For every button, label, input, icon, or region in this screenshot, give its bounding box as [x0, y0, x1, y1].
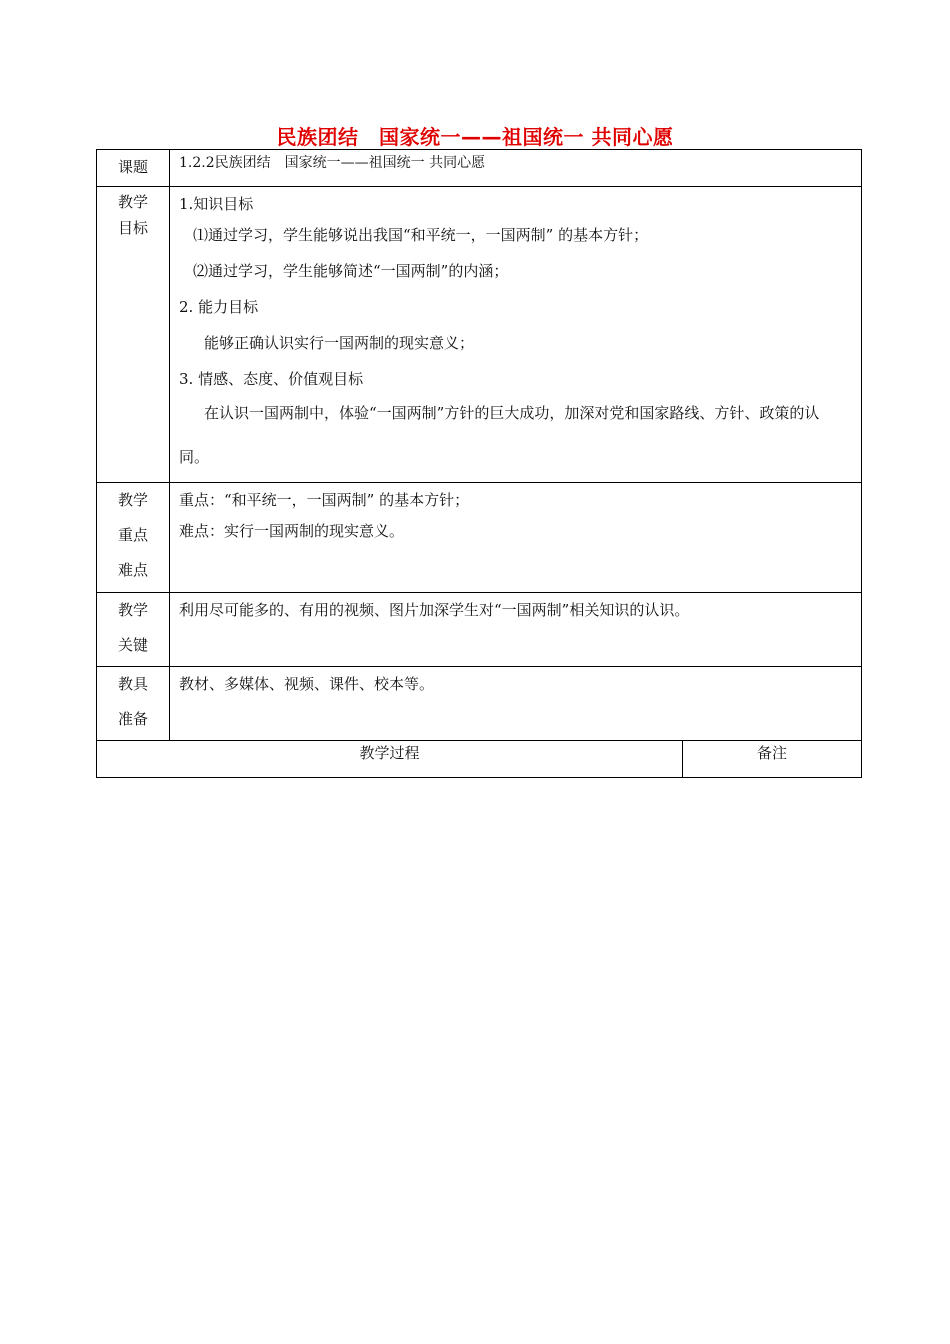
value-objectives — [170, 187, 862, 483]
page-title: 民族团结 国家统一——祖国统一 共同心愿 — [276, 125, 674, 149]
knowledge-item-2: ⑵通过学习，学生能够简述“一国两制”的内涵； — [193, 262, 509, 280]
label-objectives — [97, 187, 170, 483]
process-label: 教学过程 — [359, 744, 420, 762]
label-materials — [97, 667, 170, 741]
label-materials-line2: 准备 — [117, 710, 148, 728]
materials-text: 教材、多媒体、视频、课件、校本等。 — [179, 675, 435, 693]
knowledge-item-1: ⑴通过学习，学生能够说出我国“和平统一，一国两制” 的基本方针； — [193, 226, 649, 244]
label-teaching-key-line2: 关键 — [117, 636, 148, 654]
value-teaching-key — [170, 593, 862, 667]
emotion-heading: 3. 情感、态度、价值观目标 — [179, 370, 364, 388]
label-key-line1: 教学 — [117, 491, 148, 509]
row-objectives — [97, 187, 862, 483]
ability-heading: 2. 能力目标 — [179, 298, 259, 316]
label-key-line3: 难点 — [117, 561, 148, 579]
value-topic — [170, 150, 862, 187]
label-teaching-key — [97, 593, 170, 667]
label-objectives-line1: 教学 — [117, 193, 148, 211]
label-topic-text: 课题 — [117, 158, 148, 176]
row-teaching-key — [97, 593, 862, 667]
row-key-points — [97, 483, 862, 593]
row-materials — [97, 667, 862, 741]
difficult-point: 难点：实行一国两制的现实意义。 — [179, 522, 405, 540]
value-materials — [170, 667, 862, 741]
row-process — [97, 741, 862, 778]
value-key-points — [170, 483, 862, 593]
row-topic — [97, 150, 862, 187]
notes-label: 备注 — [757, 744, 788, 762]
lesson-plan-table — [96, 149, 862, 778]
notes-header — [683, 741, 862, 778]
label-teaching-key-line1: 教学 — [117, 601, 148, 619]
label-objectives-line2: 目标 — [117, 219, 148, 237]
label-materials-line1: 教具 — [117, 675, 148, 693]
ability-item-1: 能够正确认识实行一国两制的现实意义； — [204, 334, 475, 352]
knowledge-heading: 1.知识目标 — [179, 195, 254, 213]
label-key-points — [97, 483, 170, 593]
process-header — [97, 741, 683, 778]
label-topic — [97, 150, 170, 187]
emotion-item-1: 在认识一国两制中，体验“一国两制”方针的巨大成功，加深对党和国家路线、方针、政策的认同。 — [179, 404, 820, 466]
topic-text: 1.2.2民族团结 国家统一——祖国统一 共同心愿 — [179, 155, 486, 171]
key-point: 重点：“和平统一，一国两制” 的基本方针； — [179, 491, 470, 509]
teaching-key-text: 利用尽可能多的、有用的视频、图片加深学生对“一国两制”相关知识的认识。 — [179, 601, 690, 619]
label-key-line2: 重点 — [117, 526, 148, 544]
